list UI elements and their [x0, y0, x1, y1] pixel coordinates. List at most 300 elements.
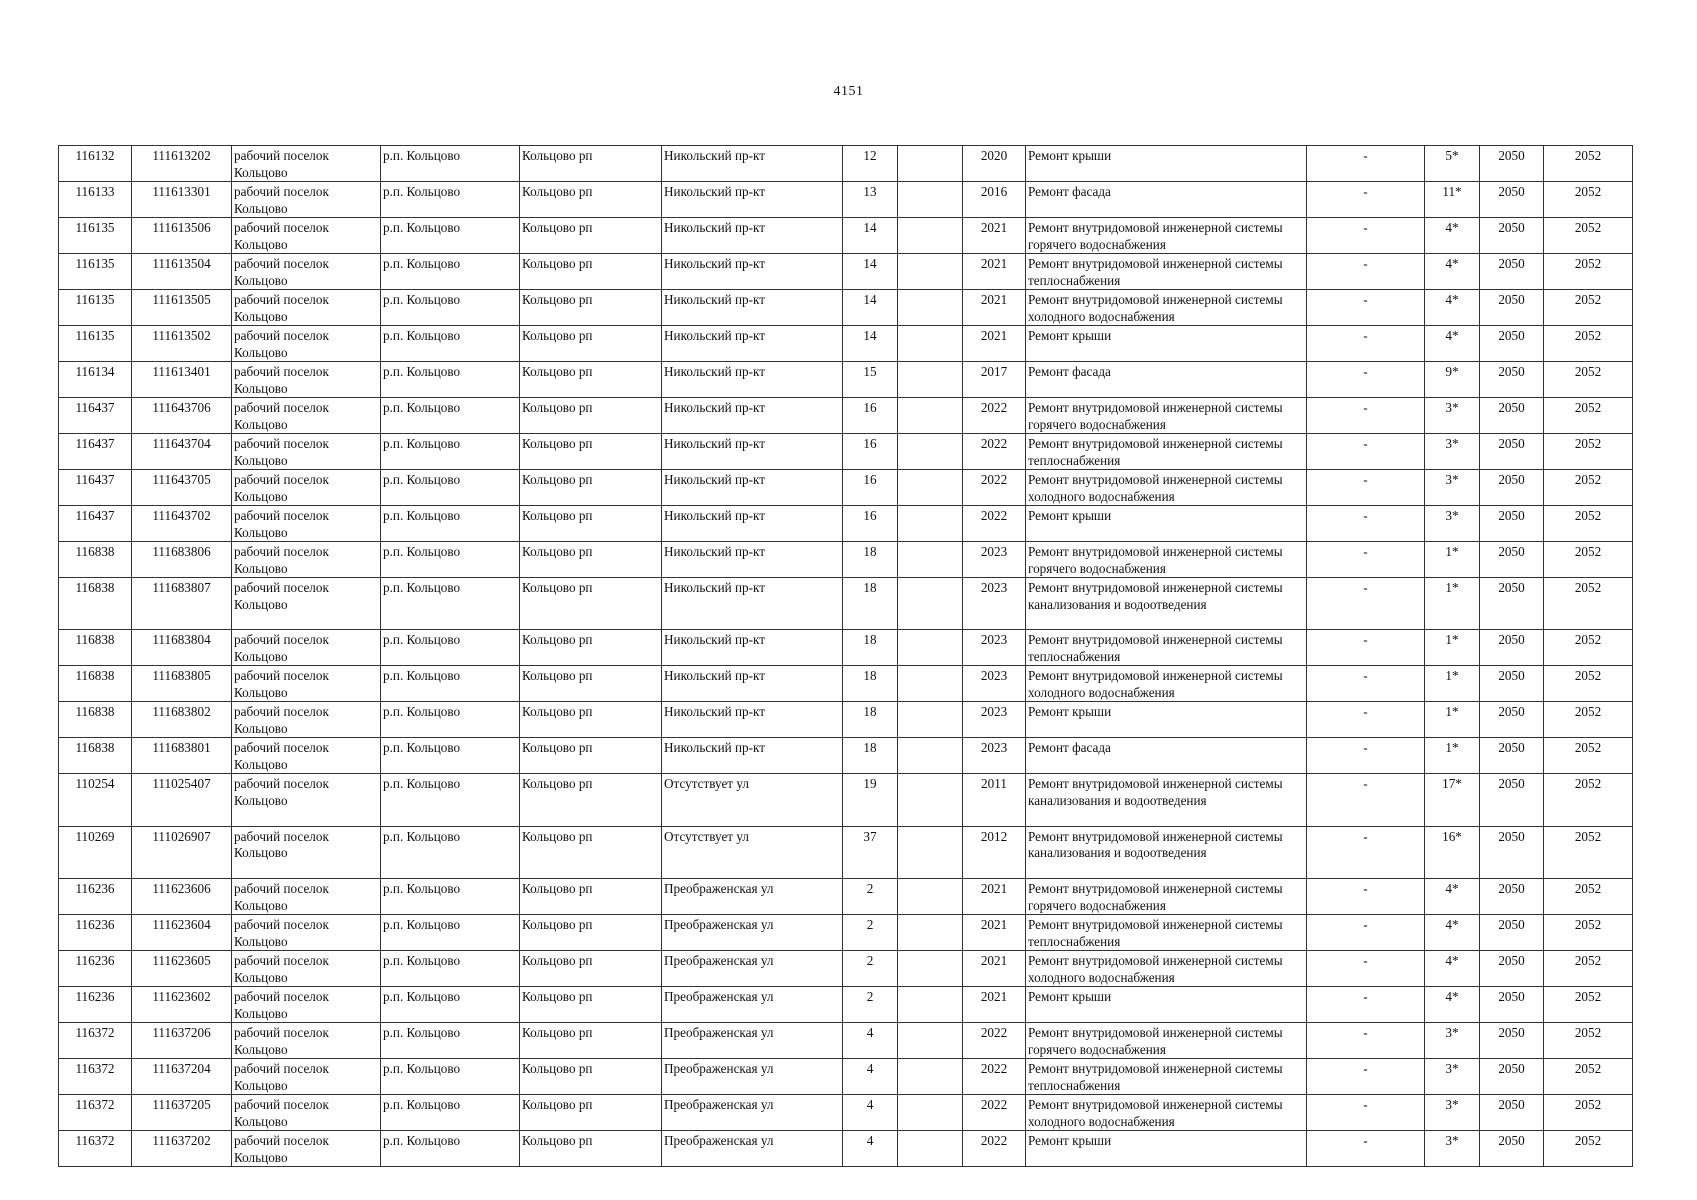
cell-settlement: р.п. Кольцово: [381, 826, 520, 878]
table-row: [59, 987, 1633, 1023]
cell-street: Преображенская ул: [662, 951, 843, 987]
cell-last-repair-year: 2021: [963, 915, 1026, 951]
cell-dash: -: [1307, 915, 1425, 951]
cell-settlement: р.п. Кольцово: [381, 774, 520, 826]
table-row: [59, 434, 1633, 470]
cell-plan-end: 2052: [1544, 1095, 1633, 1131]
cell-plan-start: 2050: [1480, 915, 1544, 951]
cell-municipality: рабочий поселок Кольцово: [232, 915, 381, 951]
table-row: [59, 774, 1633, 826]
cell-locality: Кольцово рп: [520, 398, 662, 434]
cell-house-number: 4: [843, 1059, 898, 1095]
table-body: [59, 146, 1633, 1167]
cell-locality: Кольцово рп: [520, 470, 662, 506]
cell-municipality: рабочий поселок Кольцово: [232, 542, 381, 578]
cell-record-id: 110269: [59, 826, 132, 878]
cell-element-id: 111613401: [132, 362, 232, 398]
cell-wear: 1*: [1425, 738, 1480, 774]
cell-record-id: 116236: [59, 951, 132, 987]
cell-settlement: р.п. Кольцово: [381, 146, 520, 182]
cell-street: Никольский пр-кт: [662, 434, 843, 470]
cell-street: Никольский пр-кт: [662, 182, 843, 218]
cell-plan-end: 2052: [1544, 470, 1633, 506]
repair-schedule-table: [58, 145, 1633, 1167]
cell-plan-start: 2050: [1480, 218, 1544, 254]
cell-record-id: 116838: [59, 630, 132, 666]
cell-building: [898, 254, 963, 290]
cell-plan-start: 2050: [1480, 542, 1544, 578]
cell-record-id: 116135: [59, 218, 132, 254]
cell-element-id: 111643702: [132, 506, 232, 542]
cell-record-id: 116133: [59, 182, 132, 218]
cell-street: Никольский пр-кт: [662, 470, 843, 506]
table-row: [59, 362, 1633, 398]
cell-record-id: 116838: [59, 702, 132, 738]
cell-plan-start: 2050: [1480, 182, 1544, 218]
cell-municipality: рабочий поселок Кольцово: [232, 254, 381, 290]
cell-street: Никольский пр-кт: [662, 702, 843, 738]
cell-wear: 9*: [1425, 362, 1480, 398]
cell-dash: -: [1307, 146, 1425, 182]
cell-plan-end: 2052: [1544, 182, 1633, 218]
cell-work-type: Ремонт внутридомовой инженерной системы горячего водоснабжения: [1026, 1023, 1307, 1059]
cell-dash: -: [1307, 951, 1425, 987]
cell-wear: 1*: [1425, 578, 1480, 630]
cell-locality: Кольцово рп: [520, 542, 662, 578]
cell-last-repair-year: 2022: [963, 398, 1026, 434]
cell-plan-start: 2050: [1480, 254, 1544, 290]
cell-plan-start: 2050: [1480, 1095, 1544, 1131]
cell-municipality: рабочий поселок Кольцово: [232, 398, 381, 434]
cell-locality: Кольцово рп: [520, 702, 662, 738]
cell-wear: 4*: [1425, 254, 1480, 290]
cell-locality: Кольцово рп: [520, 1095, 662, 1131]
cell-work-type: Ремонт крыши: [1026, 702, 1307, 738]
cell-element-id: 111683804: [132, 630, 232, 666]
cell-last-repair-year: 2016: [963, 182, 1026, 218]
cell-building: [898, 218, 963, 254]
cell-wear: 3*: [1425, 1023, 1480, 1059]
cell-street: Преображенская ул: [662, 915, 843, 951]
cell-element-id: 111613202: [132, 146, 232, 182]
table-row: [59, 470, 1633, 506]
cell-work-type: Ремонт внутридомовой инженерной системы теплоснабжения: [1026, 915, 1307, 951]
cell-plan-start: 2050: [1480, 290, 1544, 326]
cell-municipality: рабочий поселок Кольцово: [232, 506, 381, 542]
cell-municipality: рабочий поселок Кольцово: [232, 362, 381, 398]
cell-element-id: 111613505: [132, 290, 232, 326]
table-row: [59, 915, 1633, 951]
cell-settlement: р.п. Кольцово: [381, 398, 520, 434]
cell-dash: -: [1307, 542, 1425, 578]
cell-record-id: 116372: [59, 1095, 132, 1131]
cell-locality: Кольцово рп: [520, 434, 662, 470]
cell-wear: 4*: [1425, 218, 1480, 254]
cell-street: Никольский пр-кт: [662, 290, 843, 326]
table-row: [59, 326, 1633, 362]
cell-house-number: 37: [843, 826, 898, 878]
table-row: [59, 879, 1633, 915]
cell-municipality: рабочий поселок Кольцово: [232, 578, 381, 630]
cell-dash: -: [1307, 218, 1425, 254]
cell-settlement: р.п. Кольцово: [381, 879, 520, 915]
cell-plan-end: 2052: [1544, 218, 1633, 254]
cell-record-id: 116838: [59, 738, 132, 774]
cell-record-id: 110254: [59, 774, 132, 826]
cell-house-number: 13: [843, 182, 898, 218]
cell-settlement: р.п. Кольцово: [381, 1023, 520, 1059]
cell-house-number: 18: [843, 738, 898, 774]
cell-settlement: р.п. Кольцово: [381, 362, 520, 398]
cell-element-id: 111623602: [132, 987, 232, 1023]
cell-dash: -: [1307, 254, 1425, 290]
cell-municipality: рабочий поселок Кольцово: [232, 1131, 381, 1167]
cell-record-id: 116132: [59, 146, 132, 182]
cell-record-id: 116135: [59, 254, 132, 290]
cell-settlement: р.п. Кольцово: [381, 254, 520, 290]
cell-settlement: р.п. Кольцово: [381, 182, 520, 218]
page-number: 4151: [833, 84, 864, 99]
cell-last-repair-year: 2021: [963, 987, 1026, 1023]
cell-building: [898, 1131, 963, 1167]
cell-building: [898, 1059, 963, 1095]
cell-work-type: Ремонт крыши: [1026, 1131, 1307, 1167]
cell-record-id: 116135: [59, 290, 132, 326]
cell-building: [898, 1095, 963, 1131]
cell-locality: Кольцово рп: [520, 1059, 662, 1095]
cell-element-id: 111623604: [132, 915, 232, 951]
cell-house-number: 14: [843, 254, 898, 290]
cell-settlement: р.п. Кольцово: [381, 1095, 520, 1131]
cell-street: Преображенская ул: [662, 1059, 843, 1095]
cell-element-id: 111637206: [132, 1023, 232, 1059]
cell-municipality: рабочий поселок Кольцово: [232, 987, 381, 1023]
cell-building: [898, 666, 963, 702]
cell-last-repair-year: 2021: [963, 951, 1026, 987]
cell-plan-start: 2050: [1480, 951, 1544, 987]
cell-municipality: рабочий поселок Кольцово: [232, 666, 381, 702]
cell-locality: Кольцово рп: [520, 182, 662, 218]
cell-element-id: 111683805: [132, 666, 232, 702]
cell-street: Преображенская ул: [662, 1023, 843, 1059]
cell-street: Никольский пр-кт: [662, 398, 843, 434]
cell-dash: -: [1307, 1131, 1425, 1167]
cell-house-number: 2: [843, 951, 898, 987]
cell-house-number: 4: [843, 1095, 898, 1131]
cell-last-repair-year: 2022: [963, 1059, 1026, 1095]
cell-street: Преображенская ул: [662, 1131, 843, 1167]
cell-dash: -: [1307, 182, 1425, 218]
cell-municipality: рабочий поселок Кольцово: [232, 1095, 381, 1131]
cell-house-number: 19: [843, 774, 898, 826]
cell-record-id: 116437: [59, 470, 132, 506]
cell-plan-start: 2050: [1480, 506, 1544, 542]
cell-plan-end: 2052: [1544, 398, 1633, 434]
table-row: [59, 666, 1633, 702]
cell-record-id: 116437: [59, 506, 132, 542]
cell-wear: 16*: [1425, 826, 1480, 878]
table-row: [59, 826, 1633, 878]
cell-locality: Кольцово рп: [520, 362, 662, 398]
cell-municipality: рабочий поселок Кольцово: [232, 434, 381, 470]
cell-building: [898, 702, 963, 738]
cell-dash: -: [1307, 774, 1425, 826]
cell-locality: Кольцово рп: [520, 774, 662, 826]
cell-last-repair-year: 2021: [963, 254, 1026, 290]
table-row: [59, 1095, 1633, 1131]
cell-street: Преображенская ул: [662, 1095, 843, 1131]
cell-settlement: р.п. Кольцово: [381, 218, 520, 254]
cell-plan-end: 2052: [1544, 254, 1633, 290]
cell-building: [898, 146, 963, 182]
cell-element-id: 111613504: [132, 254, 232, 290]
cell-house-number: 14: [843, 290, 898, 326]
cell-work-type: Ремонт внутридомовой инженерной системы горячего водоснабжения: [1026, 542, 1307, 578]
table-row: [59, 146, 1633, 182]
cell-plan-start: 2050: [1480, 774, 1544, 826]
cell-work-type: Ремонт внутридомовой инженерной системы теплоснабжения: [1026, 434, 1307, 470]
cell-building: [898, 326, 963, 362]
cell-plan-start: 2050: [1480, 398, 1544, 434]
cell-plan-start: 2050: [1480, 879, 1544, 915]
cell-plan-end: 2052: [1544, 1023, 1633, 1059]
cell-municipality: рабочий поселок Кольцово: [232, 470, 381, 506]
cell-municipality: рабочий поселок Кольцово: [232, 879, 381, 915]
cell-house-number: 18: [843, 630, 898, 666]
cell-record-id: 116372: [59, 1023, 132, 1059]
cell-wear: 17*: [1425, 774, 1480, 826]
cell-building: [898, 362, 963, 398]
cell-street: Преображенская ул: [662, 879, 843, 915]
cell-dash: -: [1307, 826, 1425, 878]
cell-last-repair-year: 2021: [963, 879, 1026, 915]
cell-record-id: 116437: [59, 434, 132, 470]
cell-record-id: 116838: [59, 578, 132, 630]
cell-dash: -: [1307, 1095, 1425, 1131]
cell-dash: -: [1307, 362, 1425, 398]
cell-locality: Кольцово рп: [520, 326, 662, 362]
cell-locality: Кольцово рп: [520, 879, 662, 915]
cell-municipality: рабочий поселок Кольцово: [232, 1023, 381, 1059]
cell-last-repair-year: 2022: [963, 1095, 1026, 1131]
cell-plan-end: 2052: [1544, 774, 1633, 826]
cell-house-number: 18: [843, 578, 898, 630]
cell-last-repair-year: 2021: [963, 326, 1026, 362]
table-row: [59, 738, 1633, 774]
table-row: [59, 630, 1633, 666]
cell-dash: -: [1307, 398, 1425, 434]
cell-plan-end: 2052: [1544, 915, 1633, 951]
cell-record-id: 116135: [59, 326, 132, 362]
cell-dash: -: [1307, 434, 1425, 470]
cell-dash: -: [1307, 506, 1425, 542]
cell-record-id: 116437: [59, 398, 132, 434]
cell-plan-end: 2052: [1544, 879, 1633, 915]
cell-wear: 4*: [1425, 326, 1480, 362]
cell-plan-start: 2050: [1480, 826, 1544, 878]
cell-house-number: 16: [843, 506, 898, 542]
cell-locality: Кольцово рп: [520, 738, 662, 774]
cell-building: [898, 398, 963, 434]
table-row: [59, 702, 1633, 738]
cell-building: [898, 826, 963, 878]
cell-plan-end: 2052: [1544, 738, 1633, 774]
cell-street: Отсутствует ул: [662, 774, 843, 826]
cell-plan-end: 2052: [1544, 290, 1633, 326]
cell-house-number: 15: [843, 362, 898, 398]
table-row: [59, 218, 1633, 254]
cell-work-type: Ремонт фасада: [1026, 362, 1307, 398]
cell-work-type: Ремонт внутридомовой инженерной системы горячего водоснабжения: [1026, 218, 1307, 254]
cell-building: [898, 738, 963, 774]
cell-element-id: 111026907: [132, 826, 232, 878]
cell-house-number: 4: [843, 1023, 898, 1059]
cell-wear: 3*: [1425, 398, 1480, 434]
cell-wear: 4*: [1425, 915, 1480, 951]
cell-municipality: рабочий поселок Кольцово: [232, 1059, 381, 1095]
cell-last-repair-year: 2022: [963, 1131, 1026, 1167]
cell-record-id: 116838: [59, 666, 132, 702]
cell-settlement: р.п. Кольцово: [381, 326, 520, 362]
cell-building: [898, 578, 963, 630]
cell-dash: -: [1307, 879, 1425, 915]
cell-locality: Кольцово рп: [520, 666, 662, 702]
cell-locality: Кольцово рп: [520, 630, 662, 666]
cell-plan-start: 2050: [1480, 630, 1544, 666]
cell-plan-start: 2050: [1480, 362, 1544, 398]
cell-last-repair-year: 2022: [963, 470, 1026, 506]
cell-locality: Кольцово рп: [520, 506, 662, 542]
cell-record-id: 116236: [59, 987, 132, 1023]
cell-locality: Кольцово рп: [520, 290, 662, 326]
cell-street: Никольский пр-кт: [662, 738, 843, 774]
cell-element-id: 111637202: [132, 1131, 232, 1167]
cell-street: Никольский пр-кт: [662, 542, 843, 578]
cell-house-number: 2: [843, 879, 898, 915]
table-row: [59, 290, 1633, 326]
cell-element-id: 111643704: [132, 434, 232, 470]
cell-house-number: 18: [843, 542, 898, 578]
cell-wear: 3*: [1425, 506, 1480, 542]
cell-work-type: Ремонт внутридомовой инженерной системы теплоснабжения: [1026, 1059, 1307, 1095]
table-row: [59, 1131, 1633, 1167]
cell-settlement: р.п. Кольцово: [381, 987, 520, 1023]
cell-work-type: Ремонт внутридомовой инженерной системы холодного водоснабжения: [1026, 470, 1307, 506]
cell-municipality: рабочий поселок Кольцово: [232, 738, 381, 774]
table-row: [59, 542, 1633, 578]
cell-plan-end: 2052: [1544, 506, 1633, 542]
cell-locality: Кольцово рп: [520, 915, 662, 951]
cell-municipality: рабочий поселок Кольцово: [232, 774, 381, 826]
cell-last-repair-year: 2023: [963, 542, 1026, 578]
cell-work-type: Ремонт внутридомовой инженерной системы теплоснабжения: [1026, 254, 1307, 290]
cell-plan-start: 2050: [1480, 470, 1544, 506]
cell-dash: -: [1307, 1059, 1425, 1095]
cell-element-id: 111683802: [132, 702, 232, 738]
cell-plan-end: 2052: [1544, 362, 1633, 398]
cell-plan-start: 2050: [1480, 666, 1544, 702]
cell-building: [898, 542, 963, 578]
cell-work-type: Ремонт внутридомовой инженерной системы канализования и водоотведения: [1026, 826, 1307, 878]
table-row: [59, 182, 1633, 218]
cell-settlement: р.п. Кольцово: [381, 470, 520, 506]
cell-last-repair-year: 2012: [963, 826, 1026, 878]
cell-street: Никольский пр-кт: [662, 218, 843, 254]
cell-plan-end: 2052: [1544, 434, 1633, 470]
cell-settlement: р.п. Кольцово: [381, 434, 520, 470]
cell-building: [898, 434, 963, 470]
cell-element-id: 111643705: [132, 470, 232, 506]
cell-record-id: 116372: [59, 1059, 132, 1095]
cell-wear: 3*: [1425, 434, 1480, 470]
cell-work-type: Ремонт внутридомовой инженерной системы холодного водоснабжения: [1026, 1095, 1307, 1131]
cell-house-number: 2: [843, 987, 898, 1023]
cell-locality: Кольцово рп: [520, 826, 662, 878]
cell-house-number: 2: [843, 915, 898, 951]
cell-last-repair-year: 2023: [963, 702, 1026, 738]
cell-work-type: Ремонт фасада: [1026, 738, 1307, 774]
cell-wear: 4*: [1425, 987, 1480, 1023]
cell-wear: 3*: [1425, 1131, 1480, 1167]
cell-last-repair-year: 2021: [963, 290, 1026, 326]
cell-wear: 5*: [1425, 146, 1480, 182]
cell-municipality: рабочий поселок Кольцово: [232, 951, 381, 987]
cell-work-type: Ремонт внутридомовой инженерной системы горячего водоснабжения: [1026, 879, 1307, 915]
cell-plan-end: 2052: [1544, 578, 1633, 630]
table-row: [59, 398, 1633, 434]
cell-wear: 3*: [1425, 470, 1480, 506]
cell-municipality: рабочий поселок Кольцово: [232, 630, 381, 666]
cell-street: Никольский пр-кт: [662, 362, 843, 398]
cell-building: [898, 879, 963, 915]
cell-dash: -: [1307, 702, 1425, 738]
cell-building: [898, 1023, 963, 1059]
cell-element-id: 111623606: [132, 879, 232, 915]
cell-building: [898, 951, 963, 987]
cell-wear: 4*: [1425, 879, 1480, 915]
cell-element-id: 111613502: [132, 326, 232, 362]
cell-wear: 1*: [1425, 542, 1480, 578]
cell-dash: -: [1307, 630, 1425, 666]
cell-wear: 1*: [1425, 666, 1480, 702]
cell-plan-end: 2052: [1544, 542, 1633, 578]
table-row: [59, 506, 1633, 542]
cell-last-repair-year: 2017: [963, 362, 1026, 398]
cell-municipality: рабочий поселок Кольцово: [232, 290, 381, 326]
cell-plan-start: 2050: [1480, 434, 1544, 470]
cell-building: [898, 915, 963, 951]
cell-settlement: р.п. Кольцово: [381, 702, 520, 738]
cell-element-id: 111683807: [132, 578, 232, 630]
cell-last-repair-year: 2020: [963, 146, 1026, 182]
cell-settlement: р.п. Кольцово: [381, 506, 520, 542]
cell-building: [898, 506, 963, 542]
table-row: [59, 951, 1633, 987]
cell-plan-end: 2052: [1544, 666, 1633, 702]
cell-street: Никольский пр-кт: [662, 326, 843, 362]
cell-locality: Кольцово рп: [520, 1131, 662, 1167]
cell-plan-end: 2052: [1544, 630, 1633, 666]
cell-plan-start: 2050: [1480, 1023, 1544, 1059]
cell-house-number: 16: [843, 398, 898, 434]
cell-work-type: Ремонт внутридомовой инженерной системы канализования и водоотведения: [1026, 774, 1307, 826]
cell-street: Никольский пр-кт: [662, 666, 843, 702]
cell-house-number: 18: [843, 666, 898, 702]
cell-dash: -: [1307, 666, 1425, 702]
cell-work-type: Ремонт крыши: [1026, 987, 1307, 1023]
cell-work-type: Ремонт фасада: [1026, 182, 1307, 218]
cell-plan-end: 2052: [1544, 1059, 1633, 1095]
